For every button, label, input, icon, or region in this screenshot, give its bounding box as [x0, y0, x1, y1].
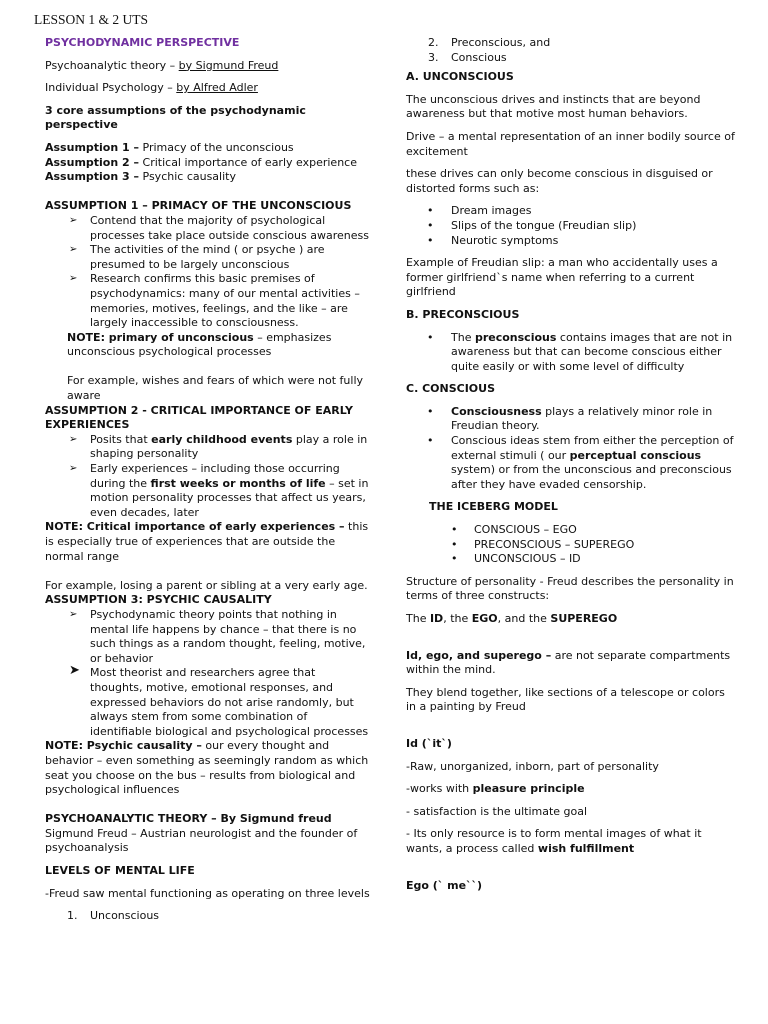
- right-column: [406, 36, 736, 893]
- list-item: 2. Preconscious, and: [428, 36, 551, 49]
- freud-description: Sigmund Freud – Austrian neurologist and the founder of psychoanalysis: [45, 826, 358, 855]
- arrow-bullet-icon: ➢: [69, 273, 78, 285]
- bullet-icon: •: [451, 537, 458, 551]
- unconscious-heading: A. UNCONSCIOUS: [406, 70, 514, 84]
- assumption-1-line: Assumption 1 – Primacy of the unconscious: [45, 140, 294, 154]
- assumption-3-heading: ASSUMPTION 3: PSYCHIC CAUSALITY: [45, 593, 272, 607]
- preconscious-heading: B. PRECONSCIOUS: [406, 307, 520, 321]
- assumption-2-line: Assumption 2 – Critical importance of early experience: [45, 155, 357, 169]
- id-point-2: -works with pleasure principle: [406, 782, 585, 796]
- arrow-bullet-icon: ➤: [69, 663, 80, 679]
- list-item: ➢ Posits that early childhood events play a role in shaping personality: [69, 432, 368, 461]
- iceberg-heading: THE ICEBERG MODEL: [429, 500, 558, 514]
- list-item: ➢ Early experiences – including those occurring during the first weeks or months of life – set in motion personality processes that affect us years, even decades, later: [69, 462, 369, 519]
- drive-text: Drive – a mental representation of an inner bodily source of excitement: [406, 129, 735, 158]
- list-item: ➢ Research confirms this basic premises of psychodynamics: many of our mental activities – memories, motives, feelings, and the like – are largely inaccessible to consciousness.: [69, 272, 360, 330]
- note-early-experiences: NOTE: Critical importance of early experiences – this is especially true of experiences that are outside the normal range: [45, 520, 369, 563]
- list-item: 1. Unconscious: [67, 909, 160, 923]
- list-item: • Dream images: [427, 204, 532, 218]
- bullet-icon: •: [427, 233, 434, 247]
- psychoanalytic-theory-heading: PSYCHOANALYTIC THEORY – By Sigmund freud: [45, 812, 332, 826]
- list-item: • The preconscious contains images that are not in awareness but that can become conscious either quite easily or with some level of difficulty: [427, 330, 733, 373]
- levels-text: -Freud saw mental functioning as operating on three levels: [45, 886, 370, 900]
- list-number: 2.: [428, 36, 439, 49]
- list-item: • Slips of the tongue (Freudian slip): [427, 218, 637, 232]
- unconscious-text: The unconscious drives and instincts that are beyond awareness but that motive most human behaviors.: [406, 92, 701, 121]
- assumption-1-heading: ASSUMPTION 1 – PRIMACY OF THE UNCONSCIOUS: [45, 199, 352, 213]
- individual-line: [45, 81, 370, 96]
- list-item: • PRECONSCIOUS – SUPEREGO: [451, 537, 635, 551]
- list-item: • Consciousness plays a relatively minor role in Freudian theory.: [427, 404, 713, 433]
- levels-heading: LEVELS OF MENTAL LIFE: [45, 864, 195, 878]
- disguise-text: these drives can only become conscious in disguised or distorted forms such as:: [406, 167, 713, 195]
- assumption-3-line: Assumption 3 – Psychic causality: [45, 170, 236, 184]
- constructs-line: The ID, the EGO, and the SUPEREGO: [406, 612, 618, 625]
- bullet-icon: •: [427, 204, 434, 218]
- arrow-bullet-icon: ➢: [69, 214, 78, 226]
- id-point-1: -Raw, unorganized, inborn, part of personality: [406, 759, 659, 773]
- core-heading: 3 core assumptions of the psychodynamic perspective: [45, 103, 306, 132]
- psychoanalytic-prefix: Psychoanalytic theory –: [45, 58, 179, 72]
- bullet-icon: •: [427, 218, 434, 232]
- list-item: • Neurotic symptoms: [427, 233, 559, 247]
- conscious-heading: C. CONSCIOUS: [406, 382, 496, 396]
- structure-text: Structure of personality - Freud describes the personality in terms of three constructs:: [406, 574, 734, 603]
- arrow-bullet-icon: ➢: [69, 433, 78, 445]
- example-wishes: For example, wishes and fears of which were not fully aware: [67, 374, 364, 403]
- list-item: ➤ Most theorist and researchers agree that thoughts, motive, emotional responses, and expressed behaviors do not arise randomly, but always stem from some combination of identifiable biological and psychological processes: [69, 663, 369, 738]
- list-item: • UNCONSCIOUS – ID: [451, 552, 581, 566]
- section-title: PSYCHODYNAMIC PERSPECTIVE: [45, 36, 240, 49]
- freudian-slip-example: Example of Freudian slip: a man who accidentally uses a former girlfriend`s name when referring to a current girlfriend: [406, 256, 718, 299]
- note-primary-unconscious: NOTE: primary of unconscious – emphasizes unconscious psychological processes: [67, 330, 332, 359]
- arrow-bullet-icon: ➢: [69, 244, 78, 256]
- id-point-3: - satisfaction is the ultimate goal: [406, 804, 588, 818]
- freud-link: by Sigmund Freud: [178, 58, 279, 72]
- example-losing-parent: For example, losing a parent or sibling at a very early age.: [45, 578, 368, 592]
- list-item: ➢ The activities of the mind ( or psyche ) are presumed to be largely unconscious: [69, 243, 325, 271]
- arrow-bullet-icon: ➢: [69, 463, 78, 475]
- adler-link: by Alfred Adler: [176, 81, 258, 95]
- id-point-4: - Its only resource is to form mental images of what it wants, a process called wish fulfillment: [406, 827, 702, 855]
- list-number: 3.: [428, 50, 439, 64]
- left-column: [45, 36, 370, 924]
- list-item: ➢ Psychodynamic theory points that nothing in mental life happens by chance – that there is no such things as a random thought, feeling, motive, or behavior: [69, 607, 366, 665]
- bullet-icon: •: [427, 404, 434, 418]
- list-item: • CONSCIOUS – EGO: [451, 523, 577, 537]
- id-ego-superego-text: Id, ego, and superego – are not separate compartments within the mind.: [406, 648, 731, 677]
- id-heading: Id (`it`): [406, 736, 452, 750]
- list-item: • Conscious ideas stem from either the perception of external stimuli ( our perceptual conscious system) or from the unconscious and preconscious after they have evaded censorship.: [427, 434, 734, 491]
- bullet-icon: •: [451, 552, 458, 566]
- assumption-2-heading: ASSUMPTION 2 - CRITICAL IMPORTANCE OF EARLY EXPERIENCES: [45, 403, 353, 432]
- list-number: 1.: [67, 909, 78, 923]
- psychoanalytic-line: [45, 59, 370, 74]
- bullet-icon: •: [427, 434, 434, 448]
- ego-heading: Ego (` me``): [406, 878, 483, 892]
- note-psychic-causality: NOTE: Psychic causality – our every thought and behavior – even something as seemingly random as which seat you choose on the bus – results from biological and psychological influences: [45, 739, 369, 797]
- bullet-icon: •: [427, 330, 434, 344]
- blend-text: They blend together, like sections of a telescope or colors in a painting by Freud: [406, 685, 725, 714]
- individual-prefix: Individual Psychology –: [45, 81, 177, 95]
- list-item: 3. Conscious: [428, 50, 507, 64]
- bullet-icon: •: [451, 523, 458, 537]
- arrow-bullet-icon: ➢: [69, 608, 78, 620]
- page-header: LESSON 1 & 2 UTS: [34, 12, 149, 27]
- list-item: ➢ Contend that the majority of psychological processes take place outside conscious awareness: [69, 213, 369, 242]
